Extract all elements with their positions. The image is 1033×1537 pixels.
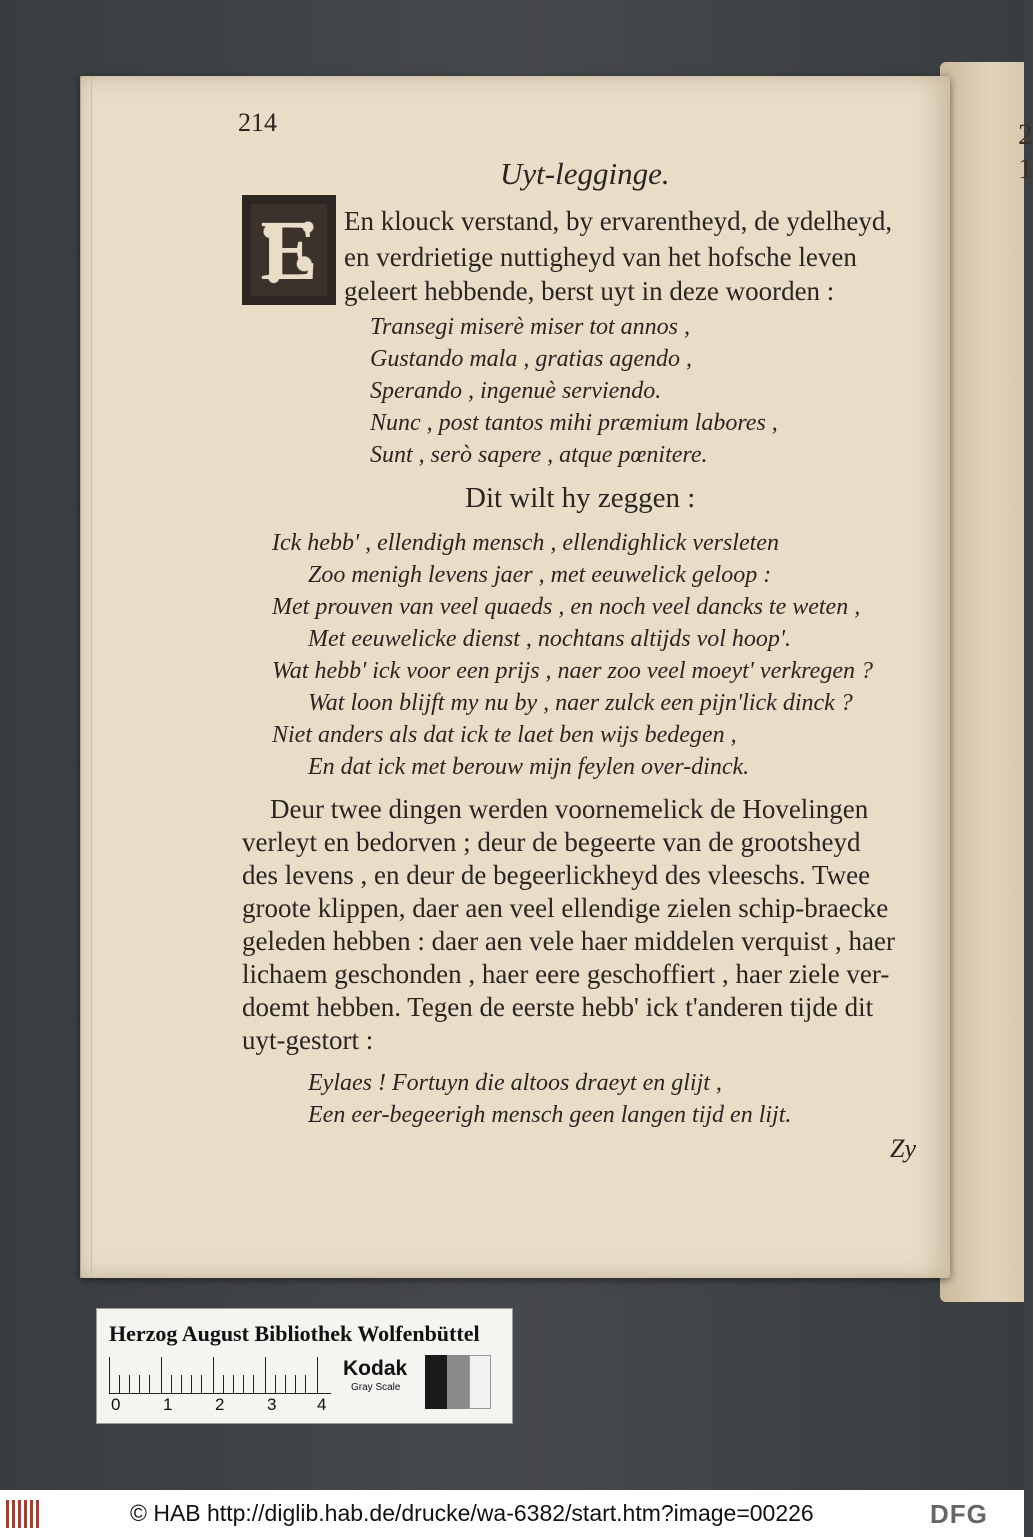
- latin-verse-line: Sperando , ingenuè serviendo.: [370, 378, 662, 404]
- dutch-verse-line: Wat loon blijft my nu by , naer zulck een pijn'lick dinck ?: [308, 690, 853, 716]
- ruler-tick: [265, 1357, 266, 1393]
- paragraph-line: uyt-gestort :: [242, 1025, 374, 1055]
- paragraph-line: verleyt en bedorven ; deur de begeerte van de grootsheyd: [242, 827, 861, 857]
- book-page: [80, 76, 950, 1278]
- ruler-tick: [171, 1375, 172, 1393]
- ruler-number: 0: [111, 1395, 121, 1414]
- copyright-url[interactable]: © HAB http://diglib.hab.de/drucke/wa-6382/start.htm?image=00226: [130, 1500, 814, 1526]
- facing-page-edge: [940, 62, 1033, 1302]
- paragraph-line: geleden hebben : daer aen vele haer middelen verquist , haer: [242, 926, 895, 956]
- latin-verse-line: Transegi miserè miser tot annos ,: [370, 314, 691, 340]
- ruler-tick: [295, 1375, 296, 1393]
- ruler-tick: [181, 1375, 182, 1393]
- latin-verse-line: Sunt , serò sapere , atque pœnitere.: [370, 442, 708, 468]
- dfg-logo: DFG: [930, 1499, 988, 1529]
- ruler-tick: [305, 1375, 306, 1393]
- ruler-tick: [213, 1357, 214, 1393]
- footer-bar: [0, 1490, 1024, 1537]
- dutch-verse-line: Met eeuwelicke dienst , nochtans altijds vol hoop'.: [308, 626, 792, 652]
- gray-swatch-mid: [447, 1355, 469, 1409]
- dutch-verse-line: Wat hebb' ick voor een prijs , naer zoo veel moeyt' verkregen ?: [272, 658, 873, 684]
- closing-verse-line: Eylaes ! Fortuyn die altoos draeyt en glijt ,: [308, 1070, 722, 1096]
- dutch-verse-line: Met prouven van veel quaeds , en noch veel dancks te weten ,: [272, 594, 861, 620]
- initial-letter: E: [260, 202, 318, 298]
- ruler-tick: [253, 1375, 254, 1393]
- dutch-verse-line: Niet anders als dat ick te laet ben wijs bedegen ,: [272, 722, 737, 748]
- intro-line: en verdrietige nuttigheyd van het hofsche leven: [344, 242, 857, 272]
- latin-verse-line: Gustando mala , gratias agendo ,: [370, 346, 693, 372]
- ruler-tick: [191, 1375, 192, 1393]
- ruler-number: 2: [215, 1395, 225, 1414]
- kodak-logo: Kodak: [343, 1357, 408, 1380]
- paragraph-line: des levens , en deur de begeerlickheyd des vleeschs. Twee: [242, 860, 871, 890]
- page-title: Uyt-legginge.: [500, 156, 670, 191]
- intro-line: En klouck verstand, by ervarentheyd, de ydelheyd,: [344, 206, 893, 236]
- ruler-tick: [119, 1375, 120, 1393]
- paragraph-line: lichaem geschonden , haer eere geschoffiert , haer ziele ver-: [242, 959, 890, 989]
- dutch-verse-line: Ick hebb' , ellendigh mensch , ellendighlick versleten: [272, 530, 779, 556]
- ruler-number: 1: [163, 1395, 173, 1414]
- ruler-tick: [139, 1375, 140, 1393]
- ruler-tick: [161, 1357, 162, 1393]
- paragraph-line: groote klippen, daer aen veel ellendige zielen schip-braecke: [242, 893, 889, 923]
- ruler-number: 4: [317, 1395, 327, 1414]
- dutch-verse-line: En dat ick met berouw mijn feylen over-dinck.: [308, 754, 750, 780]
- section-heading: Dit wilt hy zeggen :: [465, 482, 696, 514]
- hab-logo-icon: [6, 1500, 42, 1528]
- dutch-verse-line: Zoo menigh levens jaer , met eeuwelick geloop :: [308, 562, 772, 588]
- library-name: Herzog August Bibliothek Wolfenbüttel: [109, 1321, 480, 1346]
- page-number: 214: [238, 108, 277, 137]
- ruler-tick: [275, 1375, 276, 1393]
- ruler-tick: [285, 1375, 286, 1393]
- closing-verse-line: Een eer-begeerigh mensch geen langen tijd en lijt.: [308, 1102, 792, 1128]
- ruler-tick: [201, 1375, 202, 1393]
- latin-verse-line: Nunc , post tantos mihi præmium labores ,: [370, 410, 778, 436]
- paragraph-line: Deur twee dingen werden voornemelick de Hovelingen: [270, 794, 869, 824]
- ruler-number: 3: [267, 1395, 277, 1414]
- scale-ruler: [109, 1357, 331, 1394]
- ruler-tick: [129, 1375, 130, 1393]
- facing-page-fragment-1: 2: [1018, 118, 1033, 151]
- facing-page-fragment-2: 1: [1018, 152, 1033, 185]
- page-fold-edge: [80, 76, 92, 1278]
- ruler-tick: [149, 1375, 150, 1393]
- ruler-tick: [243, 1375, 244, 1393]
- kodak-subtitle: Gray Scale: [351, 1382, 401, 1393]
- intro-line: geleert hebbende, berst uyt in deze woorden :: [344, 276, 835, 306]
- ruler-tick: [109, 1357, 110, 1393]
- ruler-tick: [233, 1375, 234, 1393]
- gray-swatch-black: [425, 1355, 447, 1409]
- library-color-card: [96, 1308, 513, 1424]
- decorated-initial: [242, 195, 336, 305]
- paragraph-line: doemt hebben. Tegen de eerste hebb' ick t'anderen tijde dit: [242, 992, 874, 1022]
- catchword: Zy: [890, 1134, 916, 1163]
- gray-swatch-white: [469, 1355, 491, 1409]
- ruler-tick: [317, 1357, 318, 1393]
- ruler-tick: [223, 1375, 224, 1393]
